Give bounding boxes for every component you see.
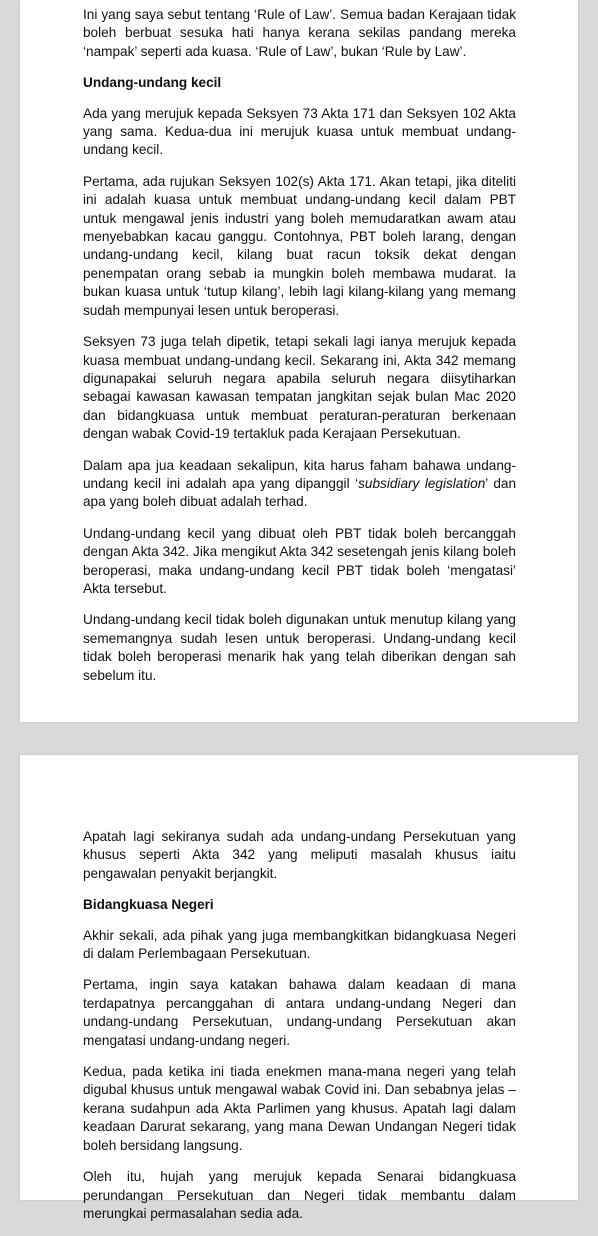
text-span: Dalam apa jua keadaan sekalipun, kita harus faham bahawa undang-undang kecil ini adalah apa yang dipanggil ‘ [83,457,516,491]
paragraph: Undang-undang kecil yang dibuat oleh PBT tidak boleh bercanggah dengan Akta 342. Jika mengikut Akta 342 sesetengah jenis kilang boleh beroperasi, maka undang-undang kecil PBT tidak boleh ‘mengatasi’ Akta tersebut. [83,525,516,596]
paragraph: Oleh itu, hujah yang merujuk kepada Senarai bidangkuasa perundangan Persekutuan dan Negeri tidak membantu dalam merungkai permasalahan sedia ada. [83,1169,516,1221]
intro-paragraph: Ini yang saya sebut tentang ‘Rule of Law’. Semua badan Kerajaan tidak boleh berbuat sesuka hati hanya kerana sekilas pandang mereka ‘nampak’ seperti ada kuasa. ‘Rule of Law’, bukan ‘Rule by Law’. [83,7,516,59]
section-heading-state-jurisdiction: Bidangkuasa Negeri [83,897,214,913]
paragraph: Akhir sekali, ada pihak yang juga membangkitkan bidangkuasa Negeri di dalam Perlembagaan Persekutuan. [83,927,516,962]
page-1-content [83,6,516,698]
paragraph: Pertama, ada rujukan Seksyen 102(s) Akta 171. Akan tetapi, jika diteliti ini adalah kuasa untuk membuat undang-undang kecil dalam PBT untuk mengawal jenis industri yang boleh memudaratkan awam atau menyebabkan kacau ganggu. Contohnya, PBT boleh larang, dengan undang-undang kecil, kilang buat racun toksik dekat dengan penempatan orang sebab ia mungkin boleh membawa mudarat. Ia bukan kuasa untuk ‘tutup kilang’, lebih lagi kilang-kilang yang memang sudah mempunyai lesen untuk beroperasi. [83,173,516,318]
paragraph: Apatah lagi sekiranya sudah ada undang-undang Persekutuan yang khusus seperti Akta 342 yang meliputi masalah khusus iaitu pengawalan penyakit berjangkit. [83,829,516,881]
paragraph: Pertama, ingin saya katakan bahawa dalam keadaan di mana terdapatnya percanggahan di antara undang-undang Negeri dan undang-undang Persekutuan, undang-undang Persekutuan akan mengatasi undang-undang negeri. [83,977,516,1048]
text-span: ’ dan apa yang boleh dibuat adalah terhad. [83,475,516,510]
italic-term: subsidiary legislation [358,475,486,491]
page-2-content [83,828,516,1236]
paragraph: Seksyen 73 juga telah dipetik, tetapi sekali lagi ianya merujuk kepada kuasa membuat undang-undang kecil. Sekarang ini, Akta 342 memang digunapakai seluruh negara apabila seluruh negara diisytiharkan sebagai kawasan kawasan tempatan jangkitan sejak bulan Mac 2020 dan bidangkuasa untuk membuat peraturan-peraturan berkenaan dengan wabak Covid-19 tertakluk pada Kerajaan Persekutuan. [83,334,516,442]
document-page-2 [20,755,578,1221]
section-heading-bylaws: Undang-undang kecil [83,75,222,91]
paragraph: Undang-undang kecil tidak boleh digunakan untuk menutup kilang yang sememangnya sudah lesen untuk beroperasi. Undang-undang kecil tidak boleh beroperasi menarik hak yang telah diberikan dengan sah sebelum itu. [83,612,516,683]
document-page-1 [20,0,578,722]
paragraph-subsidiary-legislation [83,457,516,512]
paragraph: Kedua, pada ketika ini tiada enekmen mana-mana negeri yang telah digubal khusus untuk mengawal wabak Covid ini. Dan sebabnya jelas – kerana sudahpun ada Akta Parlimen yang khusus. Apatah lagi dalam keadaan Darurat sekarang, yang mana Dewan Undangan Negeri tidak boleh bersidang langsung. [83,1064,516,1153]
paragraph: Ada yang merujuk kepada Seksyen 73 Akta 171 dan Seksyen 102 Akta yang sama. Kedua-dua ini merujuk kuasa untuk membuat undang-undang kecil. [83,105,516,158]
